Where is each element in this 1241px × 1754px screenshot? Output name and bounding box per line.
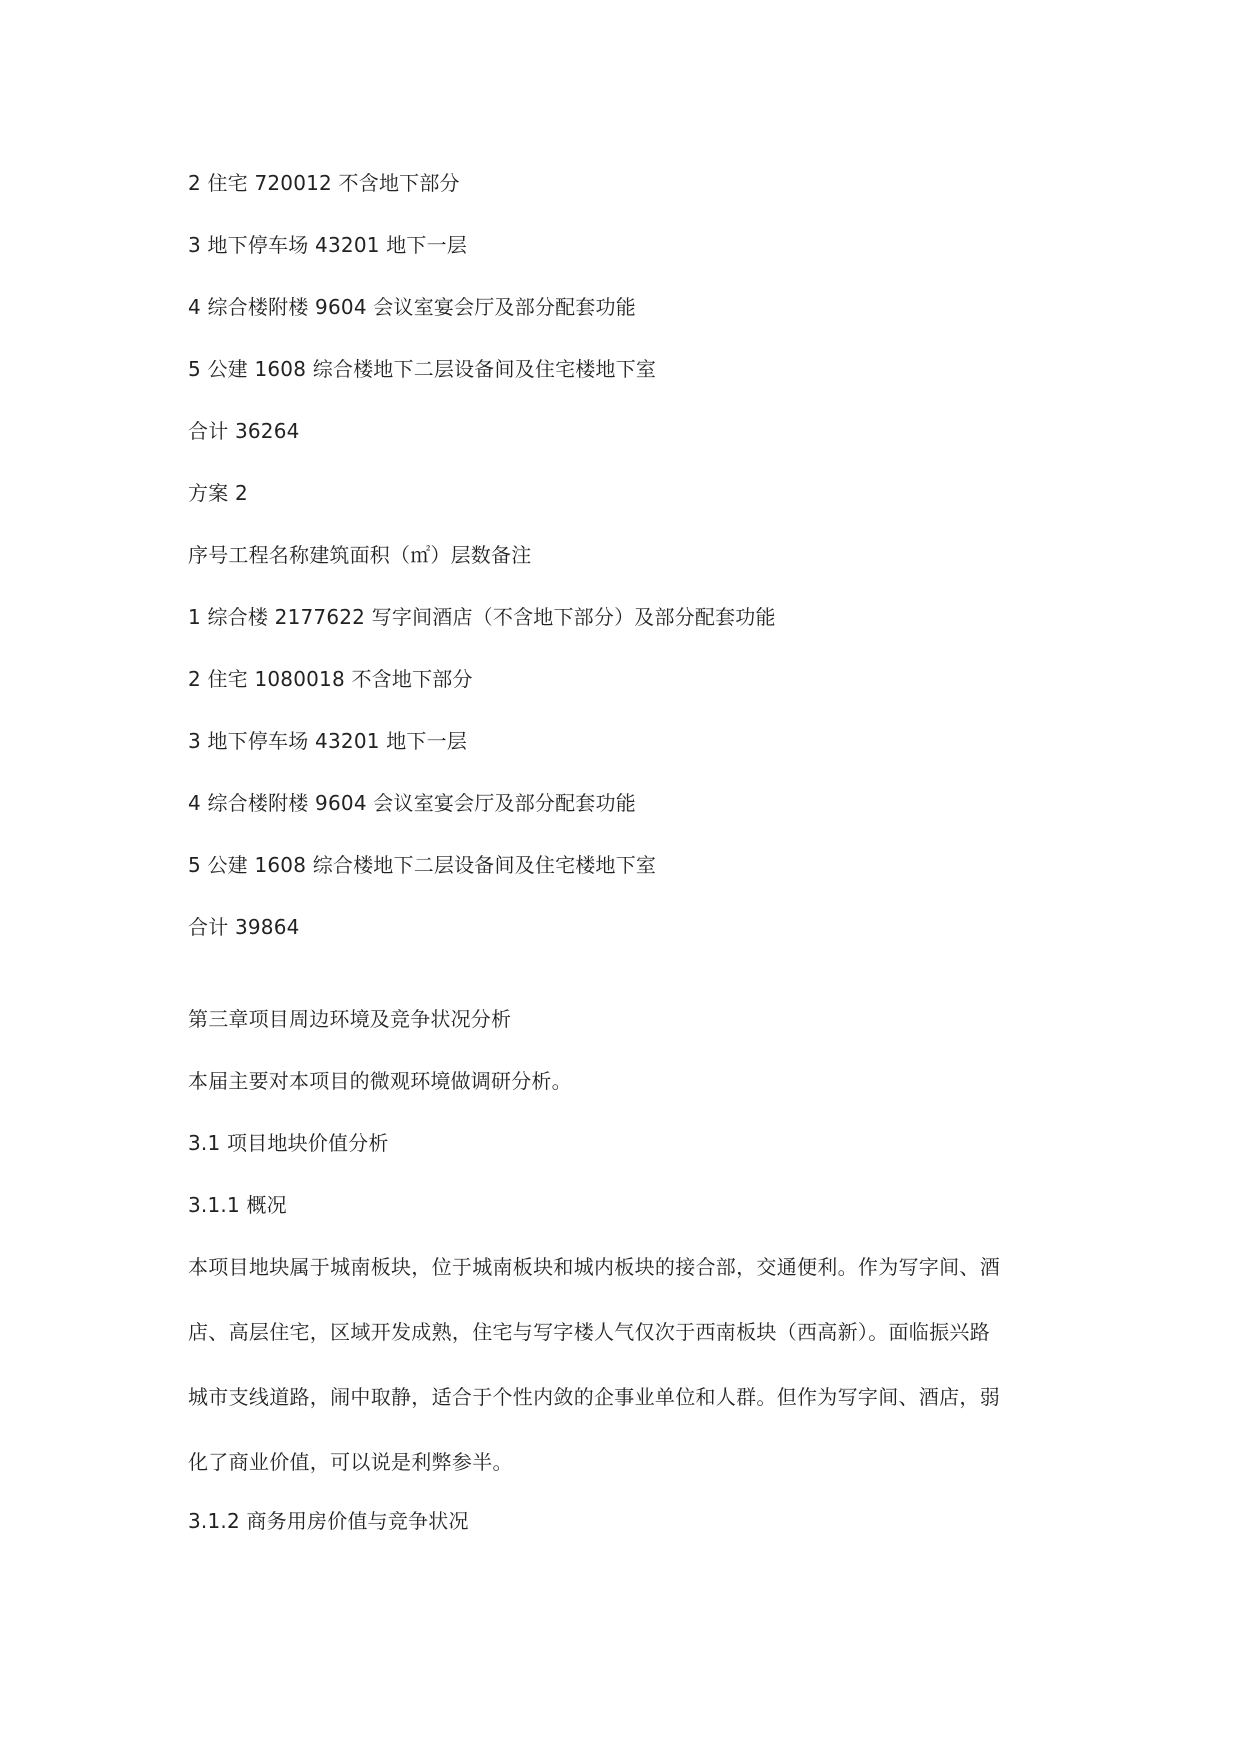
table-total: 合计 36264 <box>188 419 300 443</box>
table-row-residential: 2 住宅 720012 不含地下部分 <box>188 171 460 195</box>
subsection-heading: 3.1.1 概况 <box>188 1193 287 1217</box>
table-row-public: 5 公建 1608 综合楼地下二层设备间及住宅楼地下室 <box>188 853 657 877</box>
table-row-residential: 2 住宅 1080018 不含地下部分 <box>188 667 473 691</box>
table-header: 序号工程名称建筑面积（㎡）层数备注 <box>188 543 532 567</box>
section-heading: 3.1 项目地块价值分析 <box>188 1131 389 1155</box>
table-row-parking: 3 地下停车场 43201 地下一层 <box>188 233 468 257</box>
table-total: 合计 39864 <box>188 915 300 939</box>
chapter-heading: 第三章项目周边环境及竞争状况分析 <box>188 1007 512 1031</box>
paragraph-line: 化了商业价值，可以说是利弊参半。 <box>188 1450 513 1474</box>
paragraph-line: 城市支线道路，闹中取静，适合于个性内敛的企事业单位和人群。但作为写字间、酒店，弱 <box>188 1385 1000 1409</box>
table-row-public: 5 公建 1608 综合楼地下二层设备间及住宅楼地下室 <box>188 357 657 381</box>
plan-heading: 方案 2 <box>188 481 248 505</box>
table-row-annex: 4 综合楼附楼 9604 会议室宴会厅及部分配套功能 <box>188 791 636 815</box>
table-row-annex: 4 综合楼附楼 9604 会议室宴会厅及部分配套功能 <box>188 295 636 319</box>
table-row-complex: 1 综合楼 2177622 写字间酒店（不含地下部分）及部分配套功能 <box>188 605 776 629</box>
paragraph-line: 本项目地块属于城南板块，位于城南板块和城内板块的接合部，交通便利。作为写字间、酒 <box>188 1255 1000 1279</box>
chapter-intro: 本届主要对本项目的微观环境做调研分析。 <box>188 1069 572 1093</box>
paragraph-line: 店、高层住宅，区域开发成熟，住宅与写字楼人气仅次于西南板块（西高新）。面临振兴路 <box>188 1320 990 1344</box>
table-row-parking: 3 地下停车场 43201 地下一层 <box>188 729 468 753</box>
overview-paragraph <box>188 1254 1058 1514</box>
subsection-heading: 3.1.2 商务用房价值与竞争状况 <box>188 1509 469 1533</box>
